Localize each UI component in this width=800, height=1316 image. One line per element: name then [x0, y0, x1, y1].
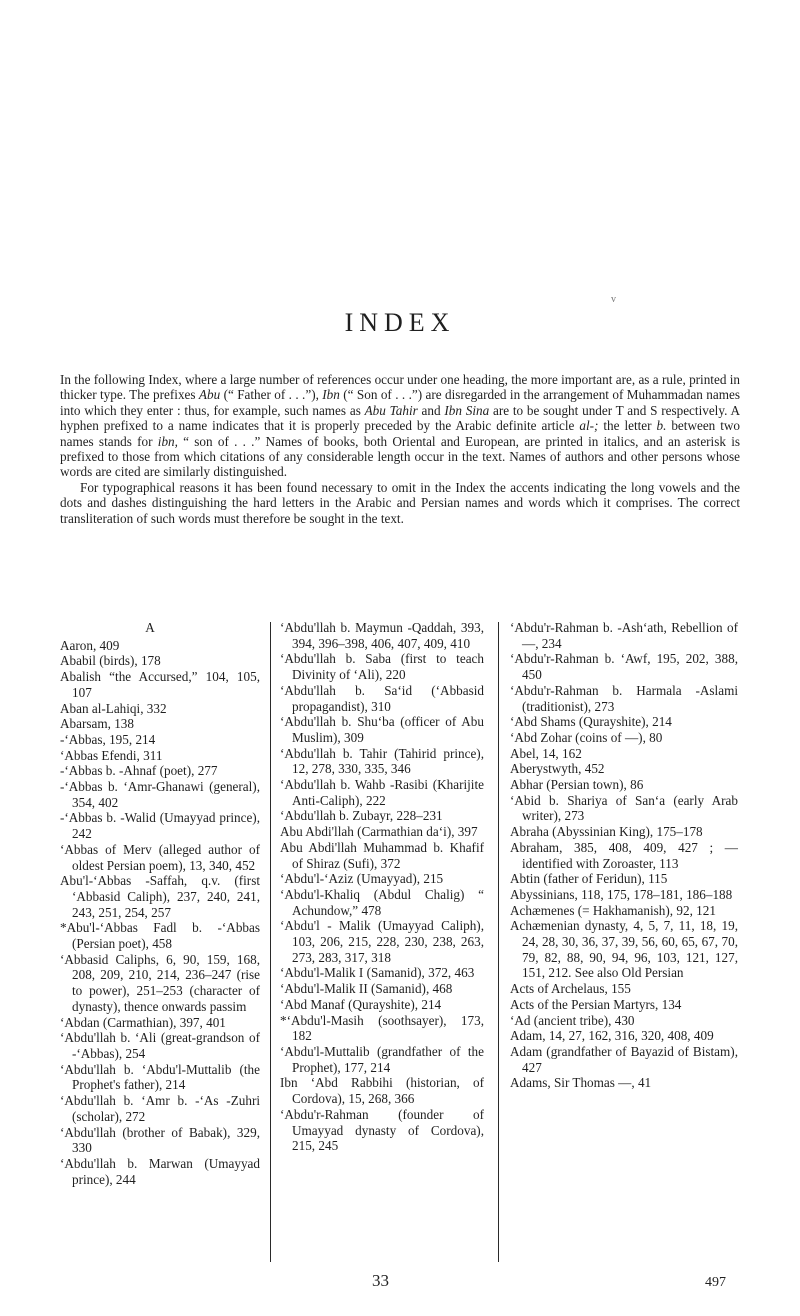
index-entry: ‘Abdu'llah b. ‘Ali (great-grandson of -‘Abbas), 254 — [60, 1030, 260, 1061]
index-entry: Abu'l-‘Abbas -Saffah, q.v. (first ‘Abbasid Caliph), 237, 240, 241, 243, 251, 254, 257 — [60, 873, 260, 920]
intro-italic: ibn, — [157, 433, 178, 449]
index-entry: Adam, 14, 27, 162, 316, 320, 408, 409 — [510, 1028, 714, 1044]
index-entry: *Abu'l-‘Abbas Fadl b. -‘Abbas (Persian poet), 458 — [60, 920, 260, 952]
index-entry: ‘Abdu'llah b. Saba (first to teach Divinity of ‘Ali), 220 — [280, 651, 484, 683]
intro-text: and — [417, 402, 445, 418]
index-column-1 — [60, 620, 260, 1187]
page-title: INDEX — [344, 308, 456, 337]
index-entry: ‘Abdu'r-Rahman b. ‘Awf, 195, 202, 388, 450 — [510, 651, 738, 683]
index-entry: ‘Abdu'llah b. ‘Abdu'l-Muttalib (the Prophet's father), 214 — [60, 1061, 260, 1093]
index-entry: ‘Abdu'llah b. Sa‘id (‘Abbasid propagandist), 310 — [280, 682, 484, 714]
index-entry: Acts of Archelaus, 155 — [510, 981, 631, 997]
index-entry: Aban al-Lahiqi, 332 — [60, 700, 167, 716]
index-entry: Achæmenes (= Hakhamanish), 92, 121 — [510, 902, 716, 918]
index-entry: ‘Abd Manaf (Qurayshite), 214 — [280, 996, 442, 1012]
intro-italic: al-; — [579, 418, 599, 434]
index-entry: ‘Abdu'l-‘Aziz (Umayyad), 215 — [280, 871, 444, 887]
column-divider — [270, 622, 271, 1262]
intro-text: (“ Son of . . .”) are disregarded in the arrangement of Muhammadan names into which they enter : thus, for example, such names as — [60, 387, 740, 418]
index-entry: Ababil (birds), 178 — [60, 653, 161, 669]
index-entry: Abtin (father of Feridun), 115 — [510, 871, 668, 887]
index-entry: ‘Abdu'l-Muttalib (grandfather of the Prophet), 177, 214 — [280, 1043, 484, 1075]
intro-text: In the following Index, where a large number of references occur under one heading, the more important are, as a rule, printed in thicker type. The prefixes — [60, 372, 740, 403]
index-entry: Abarsam, 138 — [60, 716, 134, 732]
index-entry: -‘Abbas b. -Walid (Umayyad prince), 242 — [60, 810, 260, 842]
intro-text: the letter — [598, 418, 657, 434]
index-entry: ‘Abbas Efendi, 311 — [60, 747, 163, 763]
intro-italic: Ibn Sina — [444, 402, 490, 418]
index-entry: ‘Abdu'llah b. Maymun -Qaddah, 393, 394, 396–398, 406, 407, 409, 410 — [280, 620, 484, 651]
index-entry: ‘Abdan (Carmathian), 397, 401 — [60, 1014, 226, 1030]
index-entry: ‘Ad (ancient tribe), 430 — [510, 1012, 635, 1028]
index-entry: ‘Abdu'llah b. Zubayr, 228–231 — [280, 808, 443, 824]
intro-text: are to be sought under T and S respectively. A hyphen prefixed to a name indicates that it is properly preceded by the Arabic definite article — [60, 402, 740, 434]
intro-paragraph-1 — [60, 372, 740, 480]
index-entry: Aaron, 409 — [60, 637, 120, 653]
index-entry: Abyssinians, 118, 175, 178–181, 186–188 — [510, 886, 733, 902]
index-entry: Aberystwyth, 452 — [510, 761, 605, 777]
index-column-2 — [280, 620, 484, 1154]
index-entry: ‘Abdu'llah b. Marwan (Umayyad prince), 244 — [60, 1155, 260, 1187]
intro-italic: Ibn — [322, 387, 340, 403]
index-entry: ‘Abdu'llah b. Tahir (Tahirid prince), 12, 278, 330, 335, 346 — [280, 745, 484, 777]
index-entry: ‘Abd Shams (Qurayshite), 214 — [510, 714, 672, 730]
intro-text: (“ Father of . . .”), — [220, 387, 323, 403]
index-entry: ‘Abbasid Caliphs, 6, 90, 159, 168, 208, 209, 210, 214, 236–247 (rise to power), 251–253 (character of dynasty), thence onwards passim — [60, 951, 260, 1014]
index-entry: Acts of the Persian Martyrs, 134 — [510, 996, 682, 1012]
index-entry: ‘Abdu'l-Malik II (Samanid), 468 — [280, 981, 453, 997]
index-entry: ‘Abdu'r-Rahman b. Harmala -Aslami (traditionist), 273 — [510, 682, 738, 714]
intro-paragraphs — [60, 372, 740, 526]
stray-mark: v — [611, 294, 616, 305]
page-number-left: 33 — [372, 1271, 389, 1290]
index-entry: -‘Abbas, 195, 214 — [60, 731, 156, 747]
index-entry: Abraham, 385, 408, 409, 427 ; — identified with Zoroaster, 113 — [510, 839, 738, 871]
page-number-right: 497 — [705, 1275, 726, 1290]
index-entry: Abraha (Abyssinian King), 175–178 — [510, 824, 703, 840]
index-entry: Abel, 14, 162 — [510, 745, 582, 761]
index-entry: -‘Abbas b. ‘Amr-Ghanawi (general), 354, 402 — [60, 779, 260, 810]
index-entry: ‘Abdu'llah (brother of Babak), 329, 330 — [60, 1124, 260, 1156]
intro-italic: Abu Tahir — [364, 402, 418, 418]
index-entry: Adams, Sir Thomas —, 41 — [510, 1075, 652, 1091]
index-entry: Abu Abdi'llah (Carmathian da‘i), 397 — [280, 824, 478, 840]
index-entry: ‘Abdu'r-Rahman b. -Ash‘ath, Rebellion of —, 234 — [510, 620, 738, 651]
column-divider — [498, 622, 499, 1262]
index-entry: Abu Abdi'llah Muhammad b. Khafif of Shiraz (Sufi), 372 — [280, 839, 484, 871]
index-entry: -‘Abbas b. -Ahnaf (poet), 277 — [60, 763, 218, 779]
intro-text: “ son of . . .” Names of books, both Oriental and European, are printed in italics, and an asterisk is prefixed to those from which citations of any considerable length occur in the text. Names of authors and other persons whose words are cited are similarly distinguished. — [60, 433, 740, 480]
index-entry: Achæmenian dynasty, 4, 5, 7, 11, 18, 19, 24, 28, 30, 36, 37, 39, 56, 60, 65, 67, 70, 79, 82, 88, 90, 94, 96, 103, 121, 127, 151, 212. See also Old Persian — [510, 918, 738, 981]
index-entry: ‘Abbas of Merv (alleged author of oldest Persian poem), 13, 340, 452 — [60, 841, 260, 873]
index-entry: ‘Abid b. Shariya of San‘a (early Arab writer), 273 — [510, 792, 738, 824]
index-entry: Abalish “the Accursed,” 104, 105, 107 — [60, 669, 260, 700]
index-entry: *‘Abdu'l-Masih (soothsayer), 173, 182 — [280, 1012, 484, 1044]
intro-text: between two names stands for — [60, 418, 740, 449]
intro-italic: b. — [656, 418, 667, 434]
index-entry: ‘Abdu'llah b. Wahb -Rasibi (Kharijite Anti-Caliph), 222 — [280, 777, 484, 808]
index-entry: ‘Abdu'r-Rahman (founder of Umayyad dynasty of Cordova), 215, 245 — [280, 1106, 484, 1154]
intro-italic: Abu — [198, 387, 221, 403]
index-entry: Ibn ‘Abd Rabbihi (historian, of Cordova), 15, 268, 366 — [280, 1075, 484, 1107]
index-entry: ‘Abdu'l-Malik I (Samanid), 372, 463 — [280, 965, 475, 981]
intro-paragraph-2: For typographical reasons it has been found necessary to omit in the Index the accents indicating the long vowels and the dots and dashes distinguishing the hard letters in the Arabic and Persian names and words which it comprises. The correct transliteration of such words must therefore be sought in the text. — [60, 479, 740, 526]
index-entry: ‘Abdu'llah b. Shu‘ba (officer of Abu Muslim), 309 — [280, 714, 484, 745]
index-entry: ‘Abdu'l-Khaliq (Abdul Chalig) “ Achundow,” 478 — [280, 886, 484, 918]
index-entry: ‘Abdu'l - Malik (Umayyad Caliph), 103, 206, 215, 228, 230, 238, 263, 273, 283, 317, 318 — [280, 918, 484, 965]
section-letter: A — [145, 620, 155, 635]
index-entry: ‘Abdu'llah b. ‘Amr b. -‘As -Zuhri (scholar), 272 — [60, 1093, 260, 1124]
index-entry: ‘Abd Zohar (coins of —), 80 — [510, 729, 663, 745]
index-entry: Abhar (Persian town), 86 — [510, 777, 644, 793]
index-entry: Adam (grandfather of Bayazid of Bistam), 427 — [510, 1043, 738, 1075]
index-column-3 — [510, 620, 738, 1091]
